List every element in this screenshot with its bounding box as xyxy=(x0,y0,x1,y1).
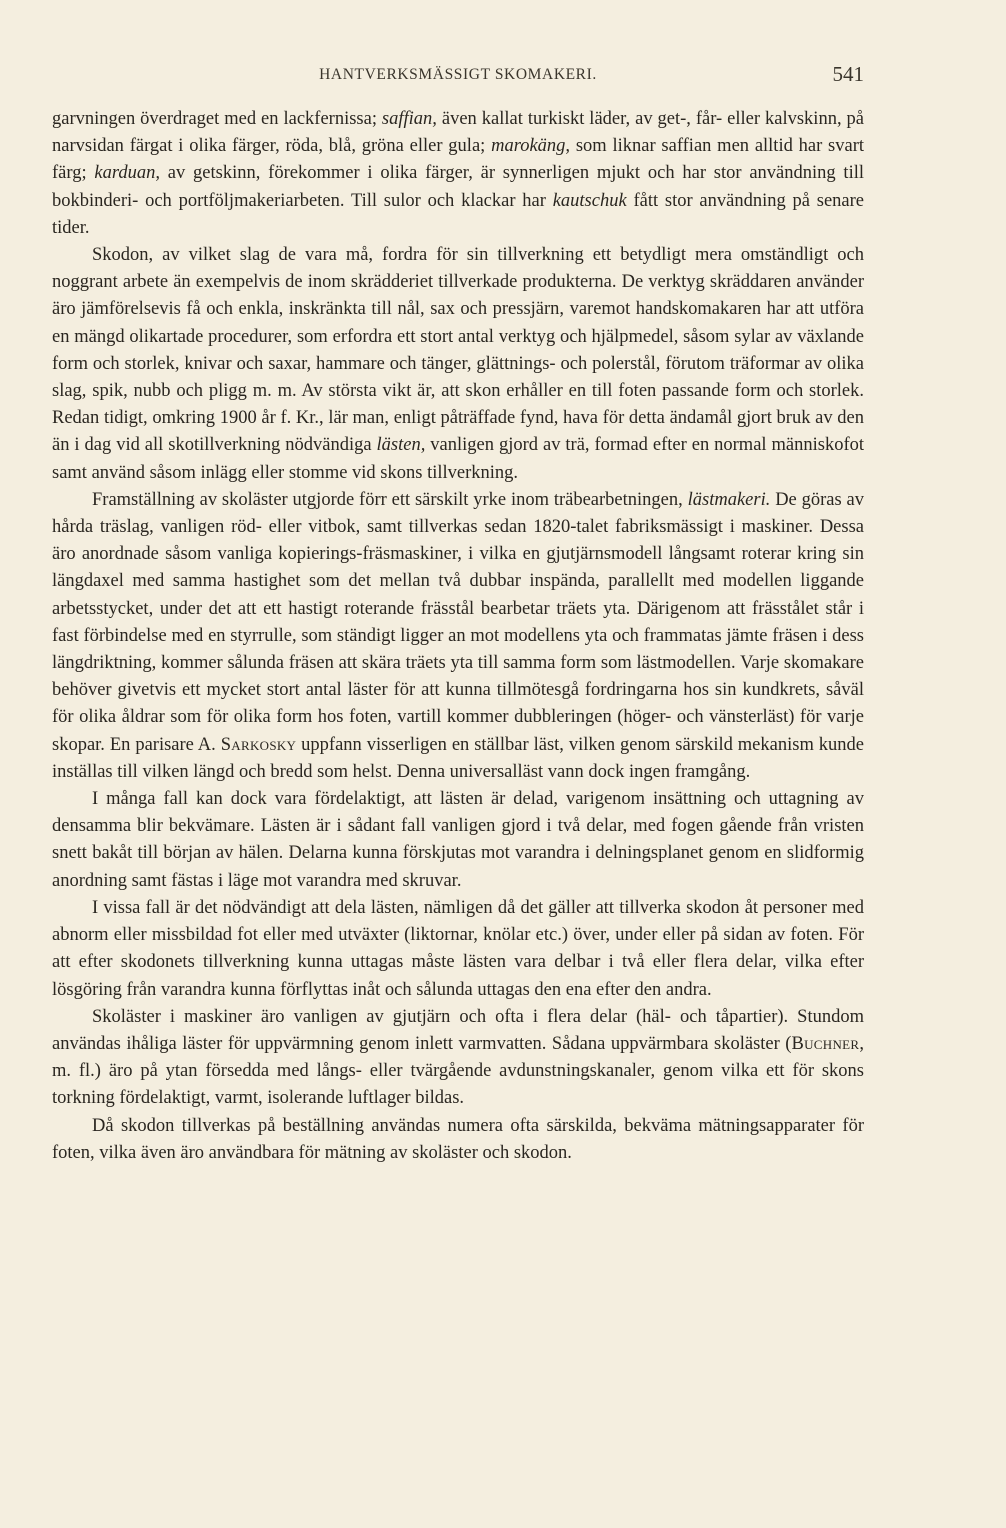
paragraph-5 xyxy=(52,895,864,1004)
term-lasten: lästen, xyxy=(376,435,426,456)
term-marokang: marokäng, xyxy=(491,136,571,157)
paragraph-6 xyxy=(52,1004,864,1113)
text-run: Då skodon tillverkas på beställning användas numera ofta särskilda, bekväma mätningsapparater för foten, vilka även äro användbara för mätning av skoläster och skodon. xyxy=(52,1115,864,1163)
page-header xyxy=(52,62,864,94)
name-sarkosky: Sarkosky xyxy=(220,734,297,755)
text-run: De göras av hårda träslag, vanligen röd- eller vitbok, samt tillverkas sedan 1820-talet fabriksmässigt i maskiner. Dessa äro anordnade såsom vanliga kopierings-fräsmaskiner, i vilka en gjutjärnsmodell långsamt roterar kring sin längdaxel med samma hastighet som det mellan två dubbar inspända, parallellt med modellen liggande arbetsstycket, under det att ett hastigt roterande frässtål bearbetar träets yta. Därigenom att frässtålet står i fast förbindelse med en styrrulle, som ständigt ligger an mot modellens yta och frammatas jämte fräsen i dess längdriktning, kommer sålunda fräsen att skära träets yta till samma form som lästmodellen. Varje skomakare behöver givetvis ett mycket stort antal läster för att kunna tillmötesgå fordringarna hos sin kundkrets, såväl för olika åldrar som för olika form hos foten, vartill kommer dubbleringen (höger- och vänsterläst) för varje skopar. En parisare A. xyxy=(52,489,864,755)
text-run: , m. fl.) äro på ytan försedda med långs- eller tvärgående avdunstningskanaler, genom vilka ett för skons torkning fördelaktigt, varmt, isolerande luftlager bildas. xyxy=(52,1033,864,1109)
paragraph-3 xyxy=(52,487,864,786)
text-run: uppfann visserligen en ställbar läst, vilken genom särskild mekanism kunde inställas till vilken längd och bredd som helst. Denna universalläst vann dock ingen framgång. xyxy=(52,734,864,782)
paragraph-4 xyxy=(52,786,864,895)
text-run: Framställning av skoläster utgjorde förr ett särskilt yrke inom träbearbetningen, xyxy=(92,489,688,510)
name-buchner: Buchner xyxy=(791,1033,860,1054)
paragraph-7 xyxy=(52,1113,864,1167)
term-karduan: karduan, xyxy=(94,163,160,184)
text-run: som liknar saffian men alltid har svart färg; xyxy=(52,136,864,184)
text-run: fått stor användning på senare tider. xyxy=(52,190,864,238)
body-text xyxy=(52,106,864,1167)
text-run: Skoläster i maskiner äro vanligen av gjutjärn och ofta i flera delar (häl- och tåpartier). Stundom användas ihåliga läster för uppvärmning genom inlett varmvatten. Sådana uppvärmbara skoläster ( xyxy=(52,1006,864,1054)
term-lastmakeri: lästmakeri. xyxy=(687,489,771,510)
term-saffian: saffian, xyxy=(381,109,437,129)
text-run: även kallat turkiskt läder, av get-, får- eller kalvskinn, på narvsidan färgat i olika färger, röda, blå, gröna eller gula; xyxy=(52,109,864,157)
term-kautschuk: kautschuk xyxy=(552,190,627,211)
text-run: vanligen gjord av trä, formad efter en normal människofot samt använd såsom inlägg eller stomme vid skons tillverkning. xyxy=(52,435,865,483)
paragraph-1 xyxy=(52,106,864,242)
text-run: I vissa fall är det nödvändigt att dela lästen, nämligen då det gäller att tillverka skodon åt personer med abnorm eller missbildad fot eller med utväxter (liktornar, knölar etc.) över, under eller på sidan av foten. För att efter skodonets tillverkning kunna uttagas måste lästen vara delbar i två eller flera delar, vilka efter lösgöring från varandra kunna förflyttas inåt och sålunda uttagas den ena efter den andra. xyxy=(52,897,864,1000)
text-run: av getskinn, förekommer i olika färger, är synnerligen mjukt och har stor användning till bokbinderi- och portföljmakeriarbeten. Till sulor och klackar har xyxy=(52,163,864,211)
text-run: garvningen överdraget med en lackfernissa; xyxy=(52,109,382,129)
running-head: HANTVERKSMÄSSIGT SKOMAKERI. xyxy=(319,66,597,83)
text-run: Skodon, av vilket slag de vara må, fordra för sin tillverkning ett betydligt mera omständligt och noggrant arbete än exempelvis de inom skrädderiet tillverkade produkterna. De verktyg skräddaren använder äro jämförelsevis få och enkla, inskränkta till nål, sax och pressjärn, varemot handskomakaren har att utföra en mängd olikartade procedurer, som erfordra ett stort antal verktyg och hjälpmedel, såsom sylar av växlande form och storlek, knivar och saxar, hammare och tänger, glättnings- och polerstål, förutom träformar av olika slag, spik, nubb och pligg m. m. Av största vikt är, att skon erhåller en till foten passande form och storlek. Redan tidigt, omkring 1900 år f. Kr., lär man, enligt påträffade fynd, hava för detta ändamål gjort bruk av den än i dag vid all skotillverkning nödvändiga xyxy=(52,245,864,456)
paragraph-2 xyxy=(52,242,864,487)
page-number: 541 xyxy=(832,62,864,86)
text-run: I många fall kan dock vara fördelaktigt, att lästen är delad, varigenom insättning och uttagning av densamma blir bekvämare. Lästen är i sådant fall vanligen gjord i två delar, med fogen gående från vristen snett bakåt till början av hälen. Delarna kunna förskjutas mot varandra i delningsplanet genom en slidformig anordning samt fästas i läge mot varandra med skruvar. xyxy=(52,789,864,891)
